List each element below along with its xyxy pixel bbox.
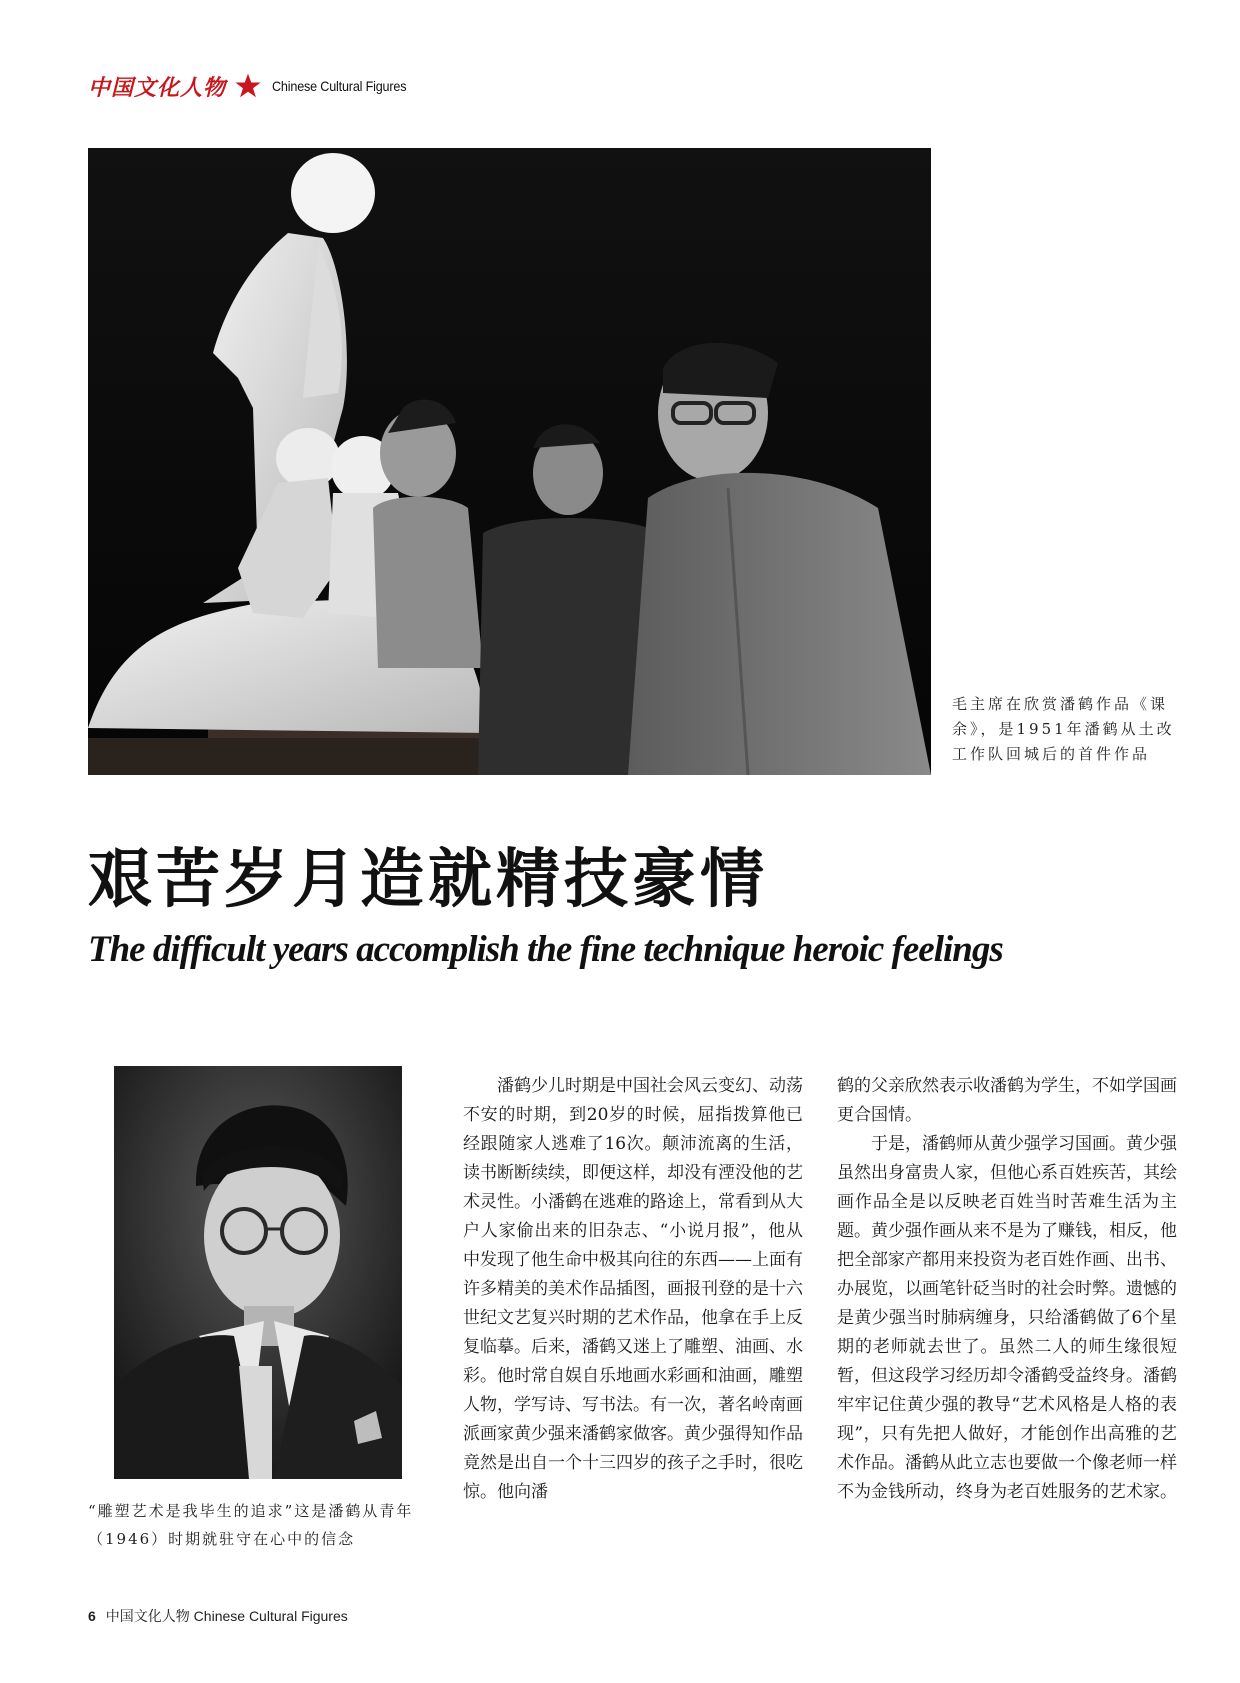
footer-magazine-name: 中国文化人物 Chinese Cultural Figures	[105, 1608, 348, 1624]
article-title-en: The difficult years accomplish the fine technique heroic feelings	[88, 929, 1003, 970]
main-photo-image	[88, 148, 931, 775]
main-photo-caption: 毛主席在欣赏潘鹤作品《课余》，是1951年潘鹤从土改工作队回城后的首件作品	[952, 695, 1175, 763]
masthead	[88, 70, 421, 102]
article-paragraph: 潘鹤少儿时期是中国社会风云变幻、动荡不安的时期，到20岁的时候，屈指拨算他已经跟随家人逃难了16次。颠沛流离的生活，读书断断续续，即便这样，却没有湮没他的艺术灵性。小潘鹤在逃难的路途上，常看到从大户人家偷出来的旧杂志、“小说月报”，他从中发现了他生命中极其向往的东西——上面有许多精美的美术作品插图，画报刊登的是十六世纪文艺复兴时期的艺术作品，他拿在手上反复临摹。后来，潘鹤又迷上了雕塑、油画、水彩。他时常自娱自乐地画水彩画和油画，雕塑人物，学写诗、写书法。有一次，著名岭南画派画家黄少强来潘鹤家做客。黄少强得知作品竟然是出自一个十三四岁的孩子之手时，很吃惊。他向潘	[463, 1076, 803, 1502]
article-title-cn: 艰苦岁月造就精技豪情	[88, 842, 768, 917]
masthead-title-cn: 中国文化人物	[88, 74, 227, 101]
article-column-1	[463, 1072, 803, 1507]
main-photo	[88, 148, 931, 775]
page-number: 6	[88, 1608, 96, 1624]
article-paragraph: 于是，潘鹤师从黄少强学习国画。黄少强虽然出身富贵人家，但他心系百姓疾苦，其绘画作品全是以反映老百姓当时苦难生活为主题。黄少强作画从来不是为了赚钱，相反，他把全部家产都用来投资为老百姓作画、出书、办展览，以画笔针砭当时的社会时弊。遗憾的是黄少强当时肺病缠身，只给潘鹤做了6个星期的老师就去世了。虽然二人的师生缘很短暂，但这段学习经历却令潘鹤受益终身。潘鹤牢牢记住黄少强的教导“艺术风格是人格的表现”，只有先把人做好，才能创作出高雅的艺术作品。潘鹤从此立志也要做一个像老师一样不为金钱所动，终身为老百姓服务的艺术家。	[837, 1134, 1177, 1502]
portrait-photo-caption: “雕塑艺术是我毕生的追求”这是潘鹤从青年（1946）时期就驻守在心中的信念	[88, 1502, 414, 1548]
article-paragraph: 鹤的父亲欣然表示收潘鹤为学生，不如学国画更合国情。	[837, 1076, 1177, 1125]
star-icon	[234, 72, 262, 100]
portrait-photo-image	[114, 1066, 402, 1479]
article-column-2	[837, 1072, 1177, 1507]
page-footer	[88, 1606, 348, 1626]
portrait-photo	[114, 1066, 402, 1479]
masthead-title-en: Chinese Cultural Figures	[272, 78, 407, 94]
